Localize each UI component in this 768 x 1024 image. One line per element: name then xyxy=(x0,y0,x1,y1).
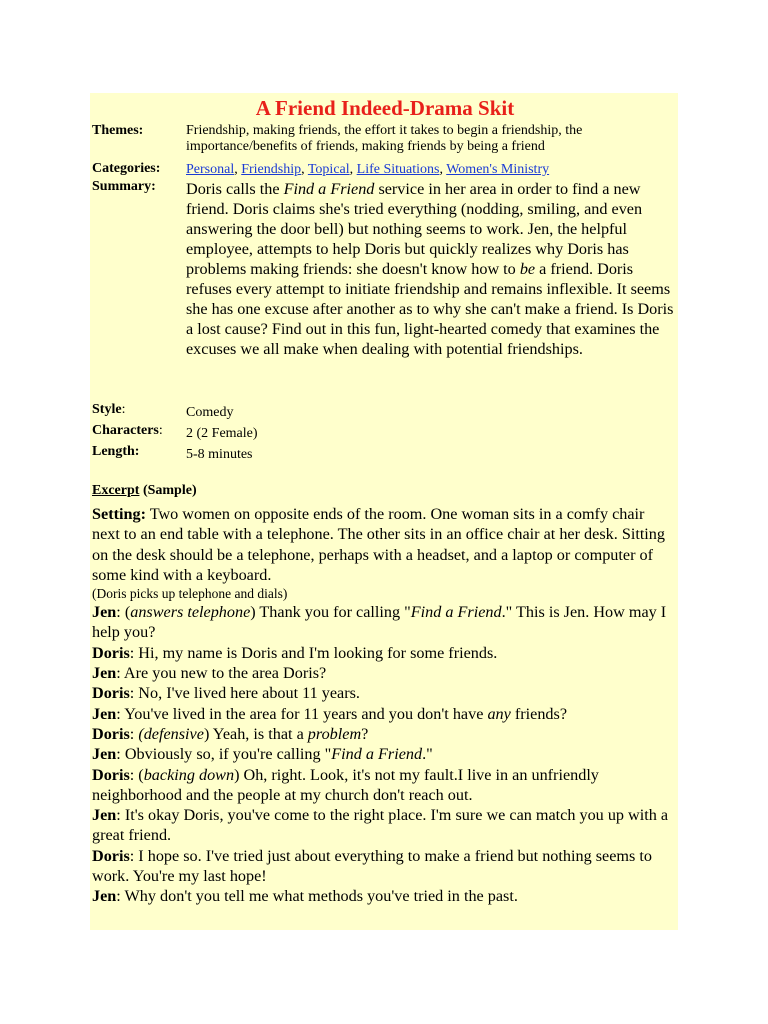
script-line: Jen: Are you new to the area Doris? xyxy=(92,664,327,683)
script-line: Jen: You've lived in the area for 11 years and you don't have any friends? xyxy=(92,704,568,723)
length-value: 5-8 minutes xyxy=(186,447,253,462)
themes-value: Friendship, making friends, the effort it takes to begin a friendship, the importance/benefits of friends, making friends by being a friend xyxy=(186,123,583,154)
length-label: Length: xyxy=(92,444,140,459)
category-separator: , xyxy=(439,162,447,177)
category-link-friendship[interactable]: Friendship xyxy=(241,162,302,177)
category-link-topical[interactable]: Topical xyxy=(307,162,350,177)
summary-text-part: Doris calls the xyxy=(186,180,284,198)
themes-label: Themes: xyxy=(92,123,144,138)
excerpt-suffix: (Sample) xyxy=(139,483,197,498)
script-line: Doris: (defensive) Yeah, is that a problem? xyxy=(92,724,369,743)
style-value: Comedy xyxy=(186,405,234,420)
script-line: Jen: Obviously so, if you're calling "Find a Friend." xyxy=(92,745,433,764)
themes-row xyxy=(92,123,678,155)
script-line: Jen: It's okay Doris, you've come to the right place. I'm sure we can match you up with a great friend. xyxy=(92,806,669,845)
page-title: A Friend Indeed-Drama Skit xyxy=(255,96,515,120)
summary-italic: Find a Friend xyxy=(283,180,375,198)
excerpt-link[interactable]: Excerpt xyxy=(92,483,140,498)
summary-text-part: service in her area in order to find a new friend. Doris claims she's tried everything (nodding, smiling, and even answering the door bell) but nothing seems to work. Jen, the helpful employee, attempts to help Doris but quickly realizes why Doris has problems making friends: she doesn't know how to xyxy=(186,180,643,278)
characters-value: 2 (2 Female) xyxy=(186,426,258,441)
setting-text: Two women on opposite ends of the room. One woman sits in a comfy chair next to an end table with a telephone. The other sits in an office chair at her desk. Sitting on the desk should be a telephone, perhaps with a headset, and a laptop or computer of some kind with a keyboard. xyxy=(92,505,665,584)
category-link-personal[interactable]: Personal xyxy=(186,162,235,177)
stage-direction: (Doris picks up telephone and dials) xyxy=(92,586,288,602)
summary-row xyxy=(92,179,678,359)
category-link-womens-ministry[interactable]: Women's Ministry xyxy=(446,162,550,177)
characters-label: Characters: xyxy=(92,423,163,438)
script-line: Jen: Why don't you tell me what methods you've tried in the past. xyxy=(92,887,518,906)
categories-label: Categories: xyxy=(92,161,161,176)
script-line: Doris: No, I've lived here about 11 years. xyxy=(92,684,360,703)
script-line: Doris: Hi, my name is Doris and I'm looking for some friends. xyxy=(92,643,498,662)
length-row xyxy=(92,444,678,465)
script-excerpt xyxy=(92,504,678,907)
characters-row xyxy=(92,423,678,444)
document-page xyxy=(90,93,678,930)
category-separator: , xyxy=(349,162,357,177)
category-separator: , xyxy=(234,162,242,177)
category-separator: , xyxy=(301,162,308,177)
excerpt-heading xyxy=(92,483,678,499)
script-line: Doris: I hope so. I've tried just about everything to make a friend but nothing seems to work. You're my last hope! xyxy=(92,846,652,886)
categories-list xyxy=(186,161,678,178)
setting-paragraph xyxy=(92,504,676,585)
style-label: Style: xyxy=(92,402,126,417)
style-row xyxy=(92,402,678,423)
summary-text xyxy=(186,179,678,359)
summary-italic: be xyxy=(519,260,536,278)
script-line: Jen: (answers telephone) Thank you for calling "Find a Friend." This is Jen. How may I help you? xyxy=(92,603,667,642)
summary-text-part: a friend. Doris refuses every attempt to initiate friendship and remains inflexible. It seems she has one excuse after another as to why she can't make a friend. Is Doris a lost cause? Find out in this fun, light-hearted comedy that examines the excuses we all make when dealing with potential friendships. xyxy=(186,260,674,358)
categories-row xyxy=(92,161,678,178)
summary-label: Summary: xyxy=(92,179,156,194)
category-link-life-situations[interactable]: Life Situations xyxy=(356,162,440,177)
script-line: Doris: (backing down) Oh, right. Look, it's not my fault.I live in an unfriendly neighborhood and the people at my church don't reach out. xyxy=(92,765,599,804)
setting-label: Setting: xyxy=(92,505,146,523)
